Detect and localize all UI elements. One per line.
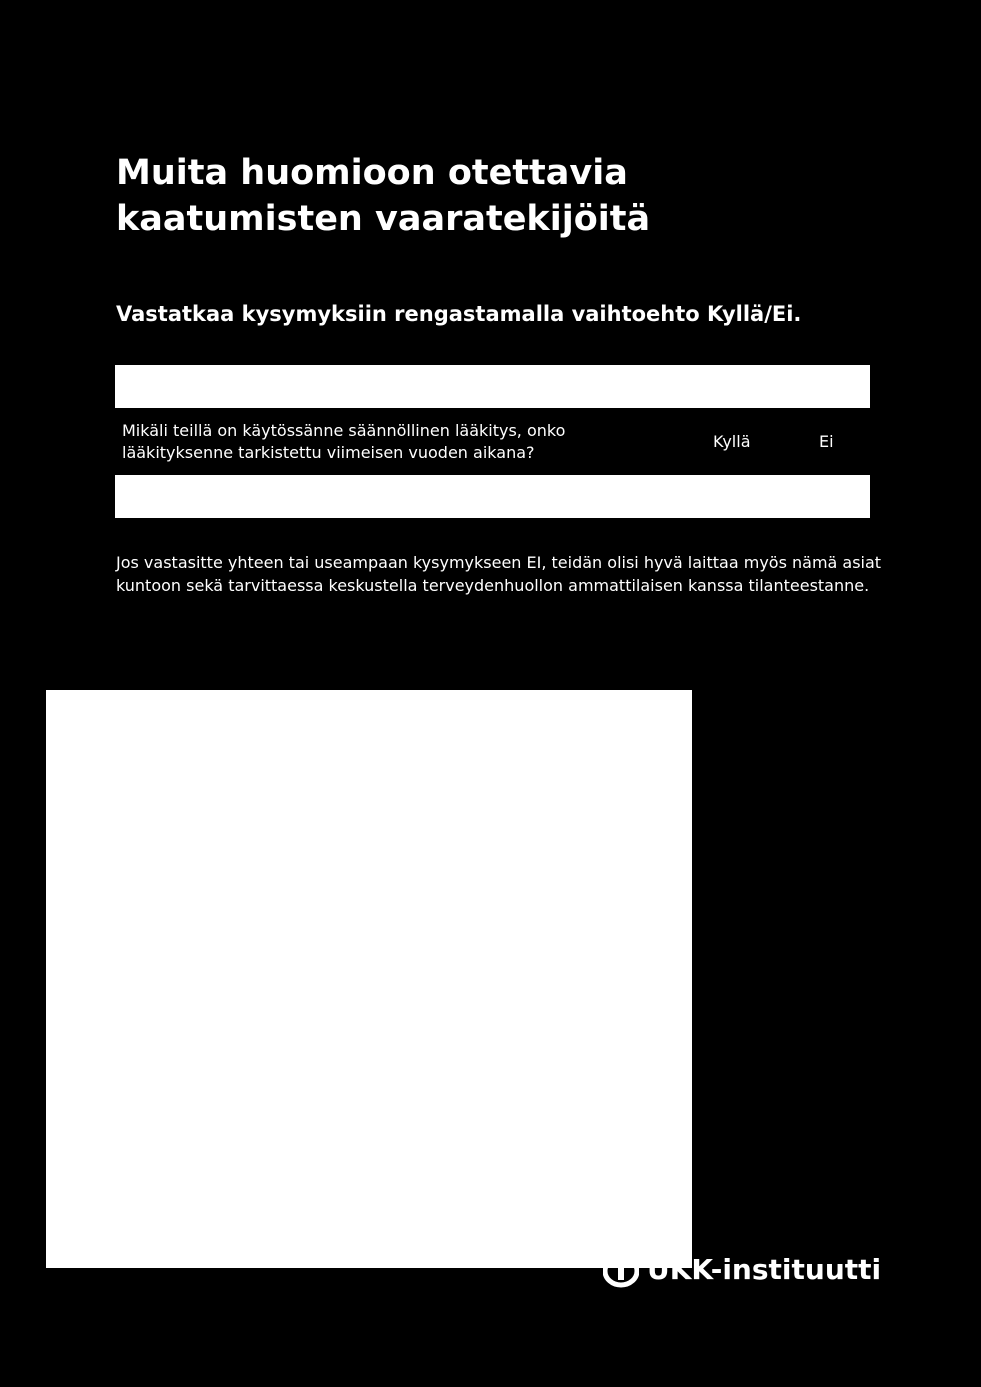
- option-no[interactable]: Ei: [819, 432, 834, 451]
- option-yes[interactable]: Kyllä: [713, 432, 751, 451]
- logo-text: UKK-instituutti: [647, 1253, 882, 1286]
- question-text: Mikäli teillä on käytössänne säännöllinen lääkitys, onko lääkityksenne tarkistettu viimeisen vuoden aikana?: [122, 421, 566, 462]
- footnote-text: Jos vastasitte yhteen tai useampaan kysymykseen EI, teidän olisi hyvä laittaa myös nämä asiat kuntoon sekä tarvittaessa keskustella terveydenhuollon ammattilaisen kanssa tilanteestanne.: [116, 553, 882, 595]
- illustration-image: [46, 690, 692, 1268]
- table-band-top: [115, 365, 870, 408]
- page-title: Muita huomioon otettavia kaatumisten vaaratekijöitä: [116, 153, 651, 239]
- ukk-logo: [603, 1252, 883, 1292]
- instruction-text: Vastatkaa kysymyksiin rengastamalla vaihtoehto Kyllä/Ei.: [116, 302, 802, 326]
- table-band-bottom: [115, 475, 870, 518]
- question-row: [115, 408, 870, 475]
- ukk-logo-icon: [603, 1254, 639, 1292]
